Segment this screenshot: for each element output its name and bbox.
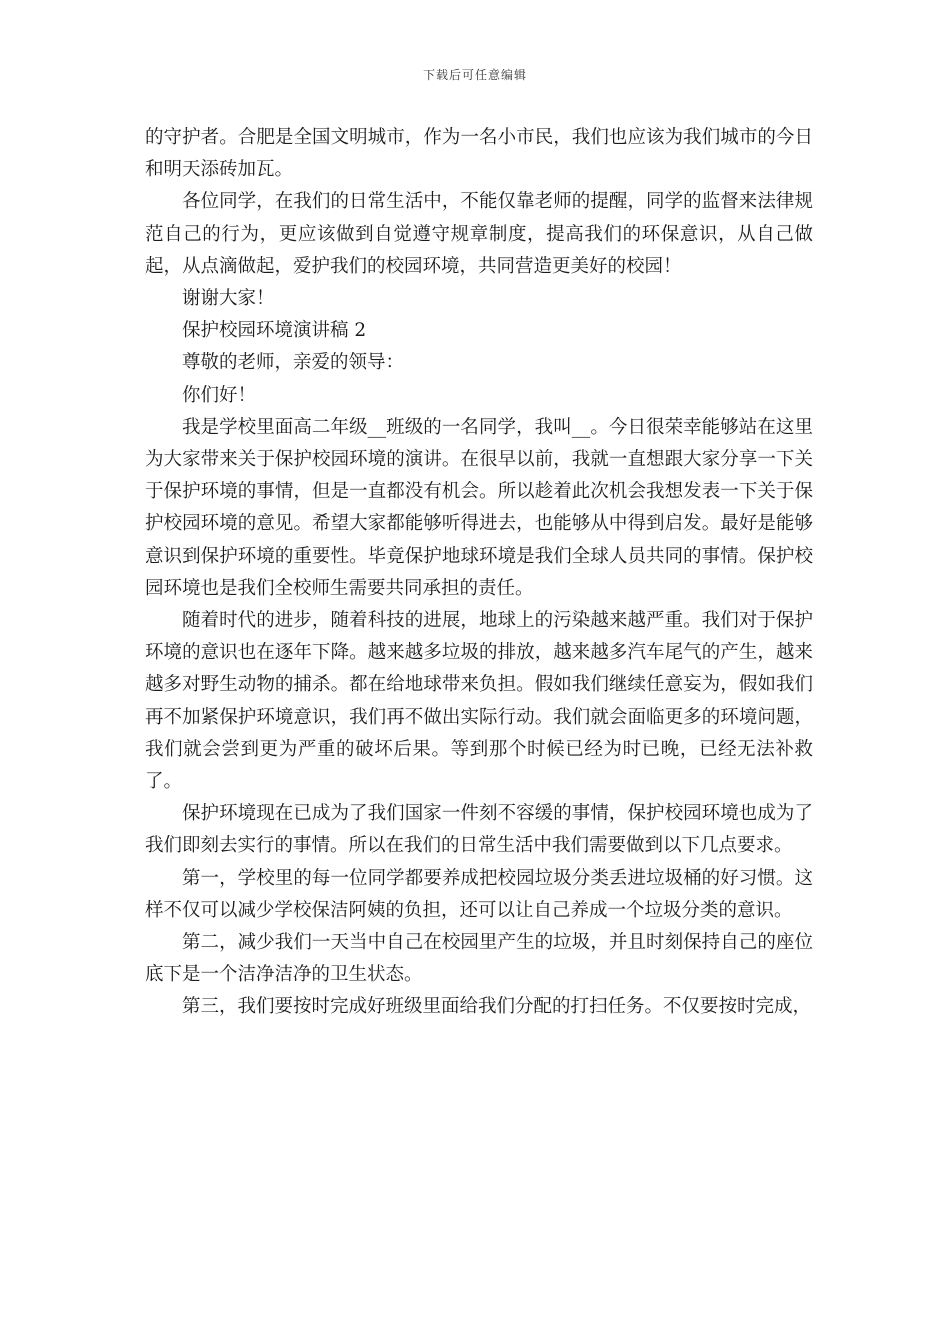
page-header: 下载后可任意编辑 bbox=[422, 68, 527, 82]
paragraph: 谢谢大家！ bbox=[182, 288, 275, 310]
section-title: 保护校园环境演讲稿 2 bbox=[182, 320, 367, 342]
paragraph: 的守护者。合肥是全国文明城市，作为一名小市民，我们也应该为我们城市的今日和明天添砖加瓦。 bbox=[145, 127, 813, 181]
paragraph: 各位同学，在我们的日常生活中，不能仅靠老师的提醒，同学的监督来法律规范自己的行为，更应该做到自觉遵守规章制度，提高我们的环保意识，从自己做起，从点滴做起，爱护我们的校园环境，共同营造更美好的校园！ bbox=[145, 191, 813, 277]
salutation: 尊敬的老师，亲爱的领导： bbox=[182, 352, 405, 374]
greeting: 你们好！ bbox=[182, 384, 257, 406]
paragraph: 保护环境现在已成为了我们国家一件刻不容缓的事情，保护校园环境也成为了我们即刻去实行的事情。所以在我们的日常生活中我们需要做到以下几点要求。 bbox=[145, 803, 813, 857]
paragraph: 我是学校里面高二年级__班级的一名同学，我叫__。今日很荣幸能够站在这里为大家带来关于保护校园环境的演讲。在很早以前，我就一直想跟大家分享一下关于保护环境的事情，但是一直都没有机会。所以趁着此次机会我想发表一下关于保护校园环境的意见。希望大家都能够听得进去，也能够从中得到启发。最好是能够意识到保护环境的重要性。毕竟保护地球环境是我们全球人员共同的事情。保护校园环境也是我们全校师生需要共同承担的责任。 bbox=[145, 416, 813, 599]
document-body bbox=[145, 122, 813, 1024]
paragraph: 第三，我们要按时完成好班级里面给我们分配的打扫任务。不仅要按时完成， bbox=[182, 996, 812, 1018]
paragraph: 第一，学校里的每一位同学都要养成把校园垃圾分类丢进垃圾桶的好习惯。这样不仅可以减少学校保洁阿姨的负担，还可以让自己养成一个垃圾分类的意识。 bbox=[145, 867, 813, 921]
paragraph: 第二，减少我们一天当中自己在校园里产生的垃圾，并且时刻保持自己的座位底下是一个洁净洁净的卫生状态。 bbox=[145, 932, 813, 986]
paragraph: 随着时代的进步，随着科技的进展，地球上的污染越来越严重。我们对于保护环境的意识也在逐年下降。越来越多垃圾的排放，越来越多汽车尾气的产生，越来越多对野生动物的捕杀。都在给地球带来负担。假如我们继续任意妄为，假如我们再不加紧保护环境意识，我们再不做出实际行动。我们就会面临更多的环境问题，我们就会尝到更为严重的破坏后果。等到那个时候已经为时已晚，已经无法补救了。 bbox=[145, 610, 813, 793]
